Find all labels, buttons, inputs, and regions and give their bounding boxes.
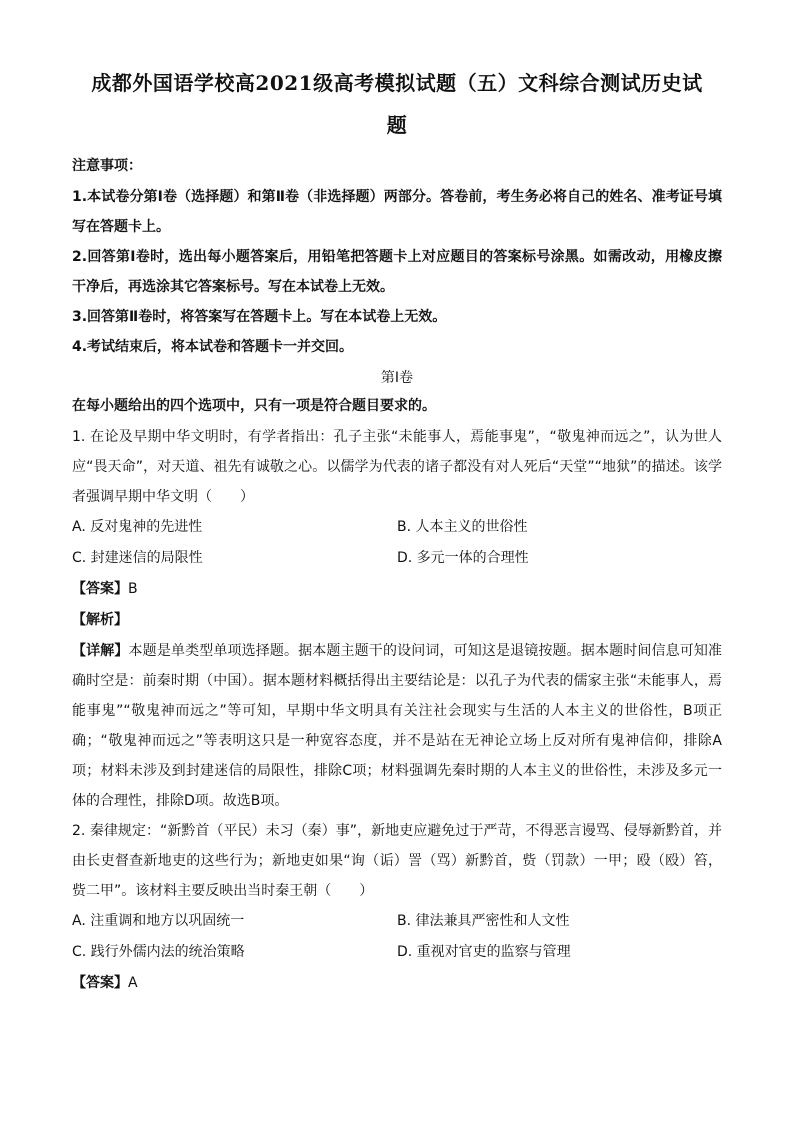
question-1-answer xyxy=(72,574,722,605)
title-line-1: 成都外国语学校高2021级高考模拟试题（五）文科综合测试历史试 xyxy=(91,71,703,95)
answer-label: 【答案】 xyxy=(72,581,128,597)
analysis-label: 【解析】 xyxy=(72,612,128,628)
question-1-options xyxy=(72,512,722,574)
note-item-3: 3.回答第Ⅱ卷时，将答案写在答题卡上。写在本试卷上无效。 xyxy=(72,309,447,325)
exam-title xyxy=(72,62,722,146)
section-instruction: 在每小题给出的四个选项中，只有一项是符合题目要求的。 xyxy=(72,398,436,414)
question-2-stem: 2. 秦律规定：“新黔首（平民）未习（秦）事”，新地吏应避免过于严苛，不得恶言谩骂、侵辱新黔首，并由长吏督查新地吏的这些行为；新地吏如果“询（诟）詈（骂）新黔首，赀（罚款）一甲；殴（殴）笞，赀二甲”。该材料主要反映出当时秦王朝（ ） xyxy=(72,823,722,899)
question-1-analysis xyxy=(72,605,722,636)
notes-heading: 注意事项： xyxy=(72,158,142,174)
question-2-answer xyxy=(72,968,722,999)
question-2-option-d: D. 重视对官吏的监察与管理 xyxy=(397,944,571,960)
question-1-option-a: A. 反对鬼神的先进性 xyxy=(72,519,203,535)
question-2-option-b: B. 律法兼具严密性和人文性 xyxy=(397,913,570,929)
detail-text: 本题是单类型单项选择题。据本题主题干的设问词，可知这是退镜按题。据本题时间信息可知准确时空是：前秦时期（中国）。据本题材料概括得出主要结论是：以孔子为代表的儒家主张“未能事人，焉能事鬼”“敬鬼神而远之”等可知，早期中华文明具有关注社会现实与生活的人本主义的世俗性，B项正确；“敬鬼神而远之”等表明这只是一种宽容态度，并不是站在无神论立场上反对所有鬼神信仰，排除A项；材料未涉及到封建迷信的局限性，排除C项；材料强调先秦时期的人本主义的世俗性，未涉及多元一体的合理性，排除D项。故选B项。 xyxy=(72,643,723,809)
answer-value: A xyxy=(128,975,138,991)
answer-label: 【答案】 xyxy=(72,975,128,991)
note-item-1: 1.本试卷分第Ⅰ卷（选择题）和第Ⅱ卷（非选择题）两部分。答卷前，考生务必将自己的姓名、准考证号填写在答题卡上。 xyxy=(72,189,722,235)
note-item-4: 4.考试结束后，将本试卷和答题卡一并交回。 xyxy=(72,339,354,355)
question-2-option-c: C. 践行外儒内法的统治策略 xyxy=(72,944,245,960)
question-1-option-b: B. 人本主义的世俗性 xyxy=(397,519,528,535)
question-1-option-c: C. 封建迷信的局限性 xyxy=(72,550,203,566)
answer-value: B xyxy=(128,581,138,597)
question-1-option-d: D. 多元一体的合理性 xyxy=(397,550,529,566)
detail-label: 【详解】 xyxy=(72,643,129,659)
question-1-stem: 1. 在论及早期中华文明时，有学者指出：孔子主张“未能事人，焉能事鬼”，“敬鬼神而远之”，认为世人应“畏天命”，对天道、祖先有诚敬之心。以儒学为代表的诸子都没有对人死后“天堂”“地狱”的描述。该学者强调早期中华文明（ ） xyxy=(72,429,722,505)
question-2-options xyxy=(72,906,722,968)
question-2-option-a: A. 注重调和地方以巩固统一 xyxy=(72,913,245,929)
note-item-2: 2.回答第Ⅰ卷时，选出每小题答案后，用铅笔把答题卡上对应题目的答案标号涂黑。如需改动，用橡皮擦干净后，再选涂其它答案标号。写在本试卷上无效。 xyxy=(72,249,722,295)
question-1-detail xyxy=(72,636,722,816)
title-line-2: 题 xyxy=(386,113,408,137)
section-title: 第Ⅰ卷 xyxy=(380,370,414,386)
